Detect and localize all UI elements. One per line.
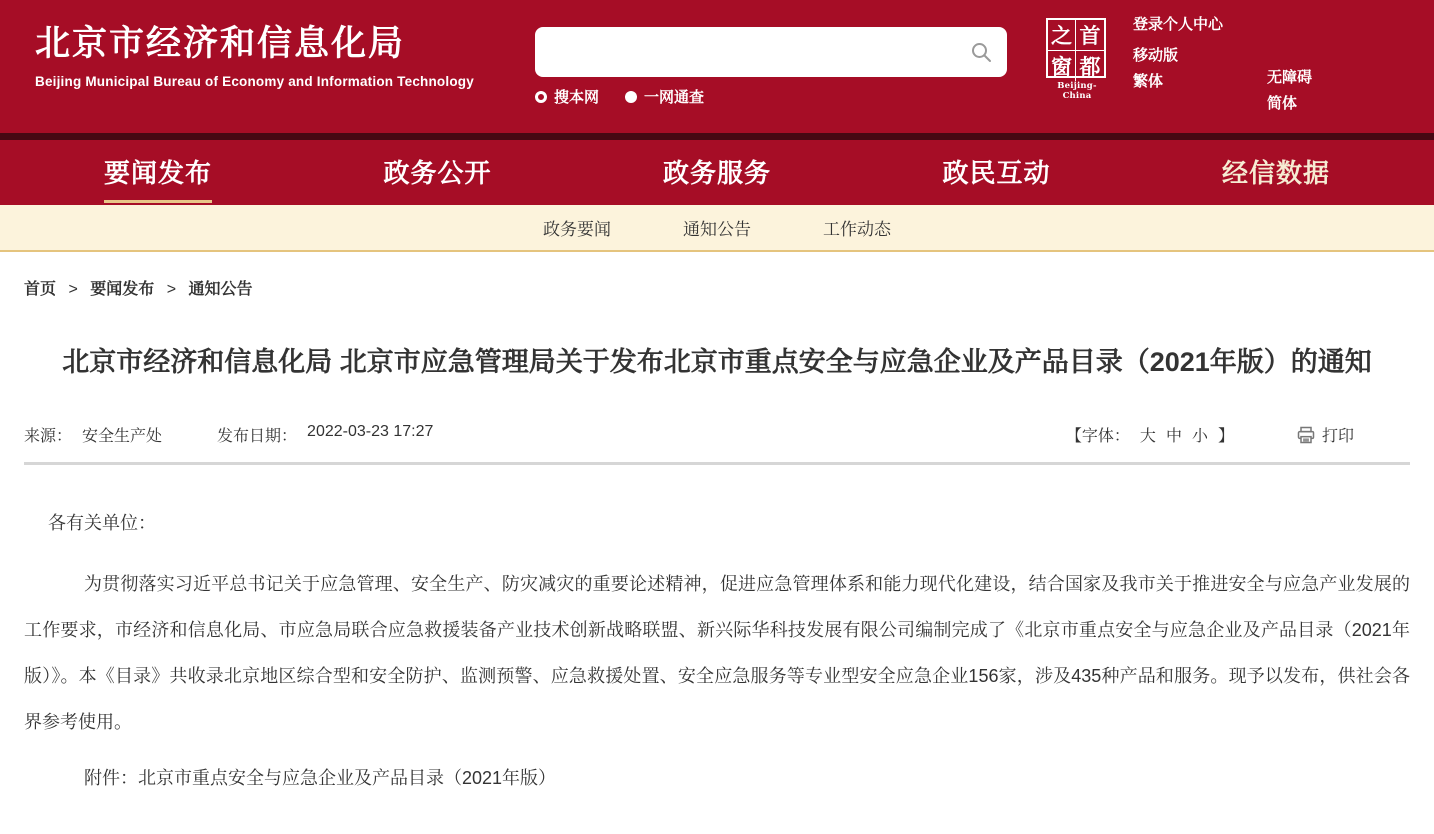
nav-item-public-interaction[interactable]: 政民互动 (942, 157, 1051, 188)
breadcrumb-home[interactable]: 首页 (24, 281, 57, 298)
seal-char: 窗 (1048, 51, 1076, 81)
main-navigation (0, 140, 1434, 205)
attachment-link[interactable]: 附件：北京市重点安全与应急企业及产品目录（2021年版） (84, 768, 557, 788)
capital-window-seal-icon (1046, 18, 1106, 78)
nav-item-government-affairs[interactable]: 政务公开 (383, 157, 492, 188)
radio-unselected-icon (625, 91, 637, 103)
font-size-control (1066, 423, 1234, 446)
nav-item-government-services[interactable]: 政务服务 (662, 157, 771, 188)
site-header (0, 0, 1434, 133)
site-brand (35, 22, 474, 89)
capital-window-caption: Beijing-China (1057, 81, 1097, 101)
source-value: 安全生产处 (82, 428, 163, 445)
article-title: 北京市经济和信息化局 北京市应急管理局关于发布北京市重点安全与应急企业及产品目录（2021年版）的通知 (62, 347, 1372, 377)
breadcrumb (24, 276, 1434, 299)
site-name-en: Beijing Municipal Bureau of Economy and Information Technology (35, 74, 474, 89)
subnav-item-government-news[interactable]: 政务要闻 (543, 220, 611, 239)
breadcrumb-notices[interactable]: 通知公告 (188, 281, 253, 298)
article-paragraph: 为贯彻落实习近平总书记关于应急管理、安全生产、防灾减灾的重要论述精神，促进应急管理体系和能力现代化建设，结合国家及我市关于推进安全与应急产业发展的工作要求，市经济和信息化局、市应急局联合应急救援装备产业技术创新战略联盟、新兴际华科技发展有限公司编制完成了《北京市重点安全与应急企业及产品目录（2021年版）》。本《目录》共收录北京地区综合型和安全防护、监测预警、应急救援处置、安全应急服务等专业型安全应急企业156家，涉及435种产品和服务。现予以发布，供社会各界参考使用。 (24, 574, 1410, 732)
meta-divider (24, 462, 1410, 465)
breadcrumb-separator: > (68, 281, 78, 298)
search-scope-network-label: 一网通查 (644, 89, 705, 106)
seal-char: 首 (1076, 20, 1104, 51)
font-size-medium-button[interactable]: 中 (1165, 428, 1182, 445)
nav-item-news-release[interactable]: 要闻发布 (104, 153, 212, 203)
seal-char: 之 (1048, 20, 1076, 51)
link-traditional-chinese[interactable]: 繁体 (1133, 73, 1164, 90)
font-size-small-button[interactable]: 小 (1191, 428, 1208, 445)
nav-item-economic-data[interactable]: 经信数据 (1221, 157, 1330, 188)
search-input[interactable] (549, 32, 959, 72)
search-icon[interactable] (969, 40, 993, 64)
header-links (1133, 14, 1312, 116)
publish-date-value: 2022-03-23 17:27 (307, 423, 434, 440)
search-area (535, 27, 1007, 107)
header-links-col2 (1267, 14, 1312, 116)
article-meta (0, 423, 1434, 446)
search-scope-site[interactable] (535, 86, 599, 107)
search-scope-options (535, 86, 1007, 107)
subnav-item-notices[interactable]: 通知公告 (683, 220, 751, 239)
capital-window-logo[interactable] (1046, 18, 1108, 101)
article-meta-right (1066, 423, 1354, 446)
sub-navigation (0, 205, 1434, 252)
header-links-col1 (1133, 14, 1267, 116)
link-simplified-chinese[interactable]: 简体 (1267, 95, 1298, 112)
article-body (0, 509, 1434, 793)
breadcrumb-news-release[interactable]: 要闻发布 (90, 281, 155, 298)
search-scope-network[interactable] (625, 86, 704, 107)
search-scope-site-label: 搜本网 (554, 89, 600, 106)
breadcrumb-separator: > (166, 281, 177, 298)
article (0, 343, 1434, 793)
article-meta-left (24, 423, 433, 446)
radio-selected-icon (535, 91, 547, 103)
print-label: 打印 (1321, 428, 1354, 445)
seal-char: 都 (1079, 54, 1101, 79)
header-nav-separator (0, 133, 1434, 140)
font-size-large-button[interactable]: 大 (1139, 428, 1156, 445)
salutation: 各有关单位： (48, 513, 156, 533)
source-label: 来源： (24, 428, 73, 445)
printer-icon (1296, 425, 1316, 445)
subnav-item-work-updates[interactable]: 工作动态 (823, 220, 891, 239)
site-name: 北京市经济和信息化局 (35, 24, 406, 63)
print-button[interactable] (1296, 423, 1354, 446)
link-login-personal-center[interactable]: 登录个人中心 (1133, 16, 1224, 33)
search-box (535, 27, 1007, 77)
link-mobile-version[interactable]: 移动版 (1133, 47, 1179, 64)
font-size-prefix: 【字体： (1065, 428, 1130, 445)
font-size-suffix: 】 (1217, 428, 1234, 445)
publish-date-label: 发布日期： (217, 428, 298, 445)
link-accessibility[interactable]: 无障碍 (1267, 69, 1313, 86)
